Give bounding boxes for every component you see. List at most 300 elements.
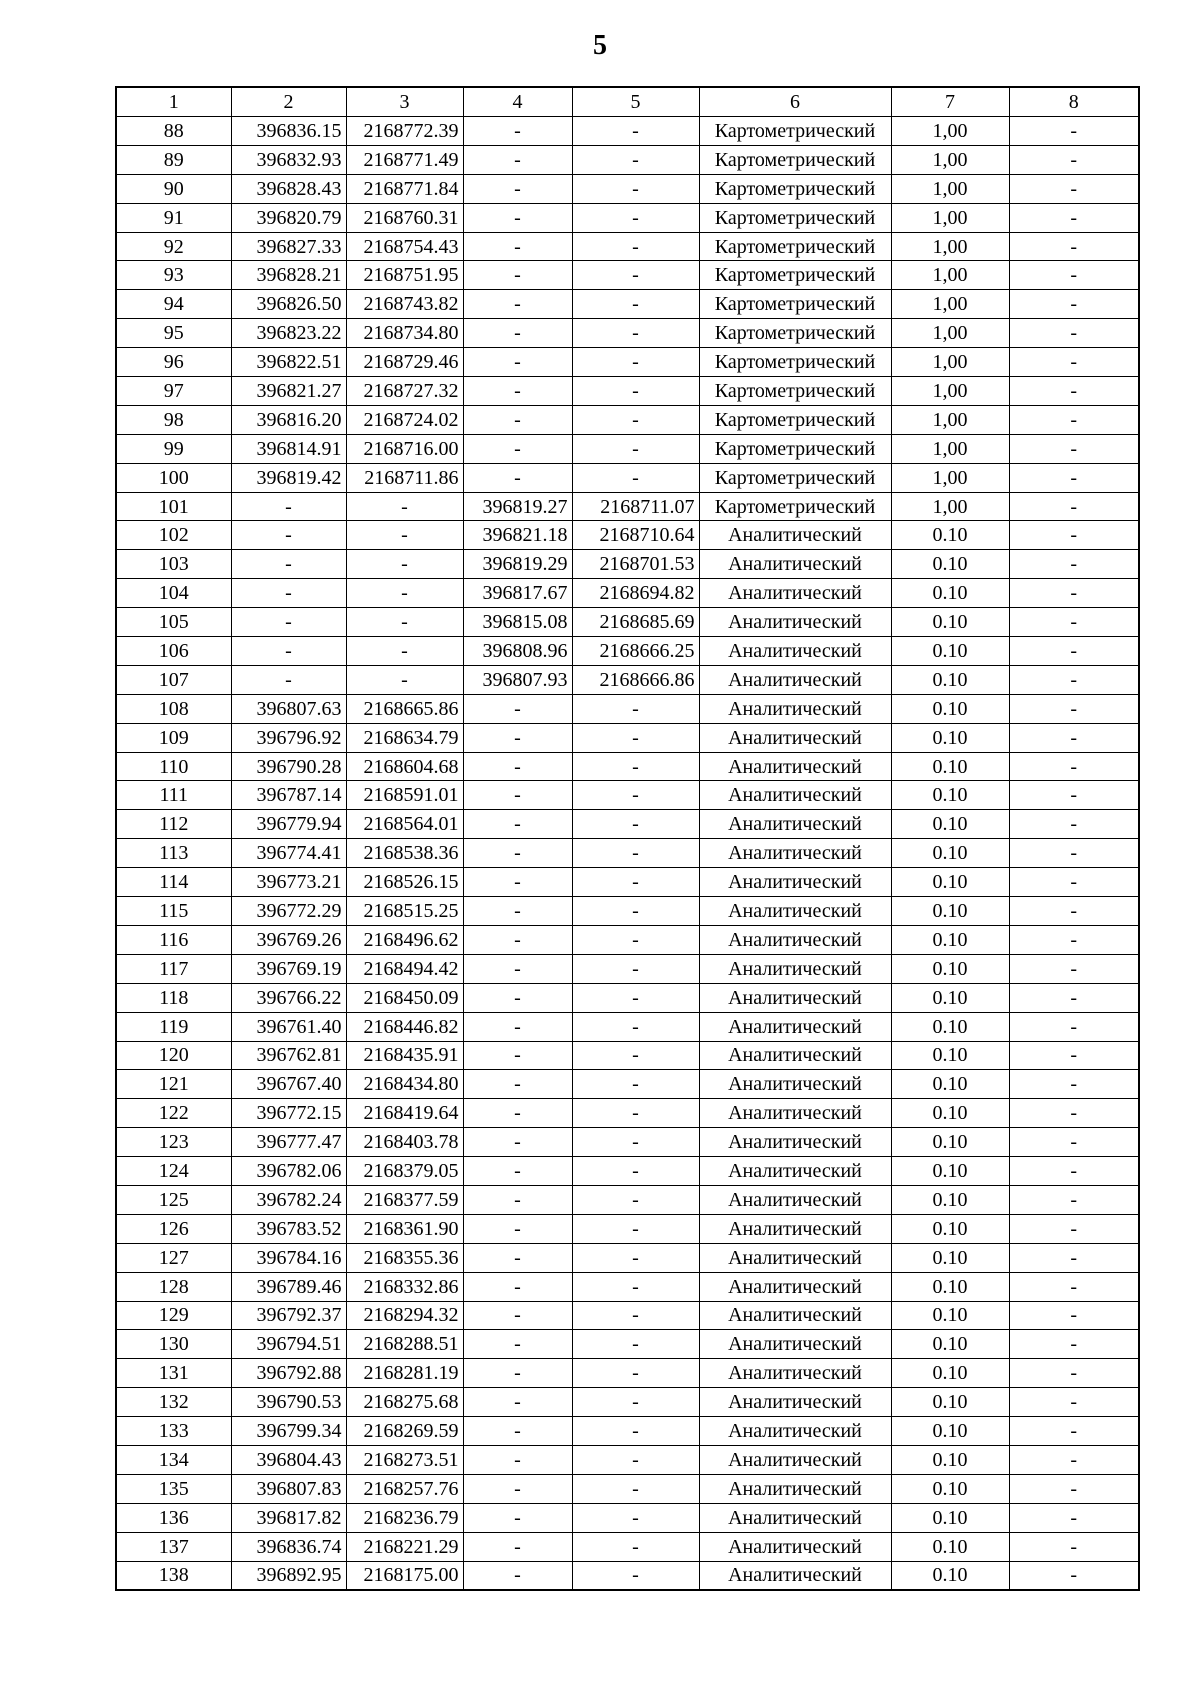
table-cell: - [1009, 405, 1139, 434]
table-row [116, 1301, 1139, 1330]
table-cell: 396784.16 [231, 1243, 346, 1272]
table-cell: Аналитический [699, 897, 891, 926]
table-cell: Картометрический [699, 232, 891, 261]
table-cell: - [1009, 694, 1139, 723]
table-cell: 0.10 [891, 1272, 1009, 1301]
table-cell: - [1009, 608, 1139, 637]
table-cell: - [231, 608, 346, 637]
table-cell: 396769.26 [231, 925, 346, 954]
table-cell: Аналитический [699, 1474, 891, 1503]
table-cell: 2168361.90 [346, 1214, 463, 1243]
table-cell: 123 [116, 1128, 231, 1157]
table-cell: 396832.93 [231, 145, 346, 174]
table-cell: - [463, 117, 572, 146]
table-cell: 0.10 [891, 810, 1009, 839]
table-cell: - [572, 203, 699, 232]
table-cell: 396767.40 [231, 1070, 346, 1099]
table-cell: 396799.34 [231, 1417, 346, 1446]
table-cell: 396836.15 [231, 117, 346, 146]
table-cell: 2168701.53 [572, 550, 699, 579]
table-cell: - [463, 463, 572, 492]
table-cell: 124 [116, 1157, 231, 1186]
table-cell: 396807.83 [231, 1474, 346, 1503]
table-cell: - [572, 377, 699, 406]
table-cell: 132 [116, 1388, 231, 1417]
table-cell: 2168236.79 [346, 1503, 463, 1532]
table-cell: - [463, 1474, 572, 1503]
table-row [116, 1185, 1139, 1214]
table-cell: 120 [116, 1041, 231, 1070]
table-cell: 0.10 [891, 579, 1009, 608]
table-cell: 396787.14 [231, 781, 346, 810]
table-cell: Аналитический [699, 1359, 891, 1388]
table-cell: - [231, 579, 346, 608]
table-row [116, 1243, 1139, 1272]
table-cell: 2168754.43 [346, 232, 463, 261]
table-cell: - [1009, 1012, 1139, 1041]
table-cell: 2168666.25 [572, 637, 699, 666]
table-cell: Аналитический [699, 1561, 891, 1590]
table-cell: Аналитический [699, 1301, 891, 1330]
table-cell: 2168435.91 [346, 1041, 463, 1070]
table-cell: Аналитический [699, 550, 891, 579]
table-cell: 0.10 [891, 1330, 1009, 1359]
table-cell: - [463, 405, 572, 434]
table-header-row [116, 87, 1139, 117]
table-cell: 396821.27 [231, 377, 346, 406]
table-row [116, 521, 1139, 550]
table-cell: 111 [116, 781, 231, 810]
table-row [116, 752, 1139, 781]
table-cell: 1,00 [891, 492, 1009, 521]
table-cell: 396821.18 [463, 521, 572, 550]
table-cell: 0.10 [891, 1474, 1009, 1503]
column-header: 2 [231, 87, 346, 117]
table-cell: 2168450.09 [346, 983, 463, 1012]
table-row [116, 290, 1139, 319]
table-cell: - [231, 637, 346, 666]
table-cell: 0.10 [891, 608, 1009, 637]
table-cell: - [463, 752, 572, 781]
table-cell: Картометрический [699, 434, 891, 463]
table-row [116, 145, 1139, 174]
table-cell: - [1009, 925, 1139, 954]
table-cell: 396790.53 [231, 1388, 346, 1417]
table-cell: 0.10 [891, 1070, 1009, 1099]
table-cell: - [463, 1561, 572, 1590]
table-cell: - [572, 405, 699, 434]
column-header: 1 [116, 87, 231, 117]
table-cell: 129 [116, 1301, 231, 1330]
table-cell: - [1009, 752, 1139, 781]
table-cell: - [463, 203, 572, 232]
table-cell: 0.10 [891, 1359, 1009, 1388]
table-cell: Картометрический [699, 174, 891, 203]
table-cell: 90 [116, 174, 231, 203]
table-cell: - [572, 261, 699, 290]
table-cell: - [1009, 434, 1139, 463]
table-cell: 0.10 [891, 1157, 1009, 1186]
table-cell: - [463, 1532, 572, 1561]
table-cell: 2168377.59 [346, 1185, 463, 1214]
table-cell: 2168275.68 [346, 1388, 463, 1417]
table-cell: 2168496.62 [346, 925, 463, 954]
table-row [116, 319, 1139, 348]
table-cell: - [1009, 377, 1139, 406]
table-cell: 0.10 [891, 868, 1009, 897]
table-cell: 2168665.86 [346, 694, 463, 723]
table-cell: 138 [116, 1561, 231, 1590]
table-cell: 396762.81 [231, 1041, 346, 1070]
table-cell: 396761.40 [231, 1012, 346, 1041]
table-cell: 0.10 [891, 637, 1009, 666]
table-cell: Аналитический [699, 723, 891, 752]
table-cell: - [463, 1330, 572, 1359]
table-cell: 109 [116, 723, 231, 752]
table-cell: - [463, 1243, 572, 1272]
table-cell: 0.10 [891, 1185, 1009, 1214]
table-cell: - [1009, 839, 1139, 868]
table-cell: Аналитический [699, 752, 891, 781]
table-cell: - [346, 550, 463, 579]
table-cell: - [1009, 665, 1139, 694]
table-cell: 1,00 [891, 405, 1009, 434]
table-cell: - [1009, 810, 1139, 839]
table-cell: - [463, 983, 572, 1012]
table-cell: 2168288.51 [346, 1330, 463, 1359]
table-cell: - [463, 1503, 572, 1532]
table-cell: - [572, 810, 699, 839]
table-cell: - [463, 319, 572, 348]
table-row [116, 1214, 1139, 1243]
table-row [116, 1070, 1139, 1099]
table-row [116, 463, 1139, 492]
table-cell: - [1009, 897, 1139, 926]
table-cell: 115 [116, 897, 231, 926]
table-cell: - [231, 665, 346, 694]
table-cell: 0.10 [891, 1243, 1009, 1272]
table-cell: - [346, 492, 463, 521]
table-cell: - [1009, 579, 1139, 608]
table-cell: 104 [116, 579, 231, 608]
table-cell: - [572, 1359, 699, 1388]
table-cell: 396827.33 [231, 232, 346, 261]
table-cell: - [1009, 781, 1139, 810]
table-cell: - [463, 1070, 572, 1099]
table-cell: - [572, 434, 699, 463]
table-cell: 105 [116, 608, 231, 637]
table-cell: - [1009, 290, 1139, 319]
table-cell: 2168724.02 [346, 405, 463, 434]
table-cell: - [463, 1128, 572, 1157]
coordinates-table [115, 86, 1140, 1591]
table-cell: 396773.21 [231, 868, 346, 897]
table-cell: Аналитический [699, 868, 891, 897]
table-cell: - [1009, 261, 1139, 290]
table-cell: 396819.29 [463, 550, 572, 579]
table-cell: - [1009, 232, 1139, 261]
table-cell: - [463, 897, 572, 926]
table-cell: - [572, 925, 699, 954]
table-cell: - [463, 925, 572, 954]
table-cell: - [1009, 492, 1139, 521]
table-cell: - [572, 1532, 699, 1561]
table-cell: - [572, 694, 699, 723]
table-cell: 2168526.15 [346, 868, 463, 897]
table-cell: - [463, 377, 572, 406]
table-cell: 2168419.64 [346, 1099, 463, 1128]
table-cell: - [1009, 868, 1139, 897]
table-cell: 396782.06 [231, 1157, 346, 1186]
table-cell: 0.10 [891, 521, 1009, 550]
table-cell: - [463, 694, 572, 723]
table-cell: 102 [116, 521, 231, 550]
table-row [116, 1157, 1139, 1186]
table-cell: 2168379.05 [346, 1157, 463, 1186]
table-cell: Аналитический [699, 1388, 891, 1417]
table-row [116, 1128, 1139, 1157]
column-header: 3 [346, 87, 463, 117]
table-cell: 2168221.29 [346, 1532, 463, 1561]
table-cell: 396819.27 [463, 492, 572, 521]
table-cell: Аналитический [699, 1272, 891, 1301]
table-cell: - [572, 1330, 699, 1359]
table-cell: Аналитический [699, 1417, 891, 1446]
table-cell: 137 [116, 1532, 231, 1561]
table-cell: 396892.95 [231, 1561, 346, 1590]
table-cell: Аналитический [699, 839, 891, 868]
table-cell: 113 [116, 839, 231, 868]
table-cell: 0.10 [891, 694, 1009, 723]
table-cell: Картометрический [699, 492, 891, 521]
table-cell: - [463, 1388, 572, 1417]
table-cell: - [1009, 637, 1139, 666]
table-cell: - [463, 781, 572, 810]
table-row [116, 637, 1139, 666]
table-cell: 396819.42 [231, 463, 346, 492]
table-cell: 396826.50 [231, 290, 346, 319]
table-cell: - [1009, 954, 1139, 983]
table-cell: Аналитический [699, 1503, 891, 1532]
table-cell: 0.10 [891, 1388, 1009, 1417]
table-cell: - [463, 1041, 572, 1070]
table-cell: - [572, 1474, 699, 1503]
table-cell: 1,00 [891, 232, 1009, 261]
table-cell: 0.10 [891, 781, 1009, 810]
table-cell: 127 [116, 1243, 231, 1272]
page-number: 5 [593, 30, 607, 61]
table-cell: - [463, 810, 572, 839]
table-row [116, 694, 1139, 723]
table-cell: - [463, 868, 572, 897]
table-cell: 130 [116, 1330, 231, 1359]
table-cell: Картометрический [699, 405, 891, 434]
table-cell: - [572, 1561, 699, 1590]
table-cell: - [463, 1214, 572, 1243]
table-cell: 99 [116, 434, 231, 463]
table-cell: 2168751.95 [346, 261, 463, 290]
table-body [116, 117, 1139, 1591]
table-cell: - [463, 174, 572, 203]
column-header: 8 [1009, 87, 1139, 117]
table-cell: 126 [116, 1214, 231, 1243]
table-cell: - [463, 1445, 572, 1474]
table-cell: 396792.88 [231, 1359, 346, 1388]
table-cell: 0.10 [891, 1445, 1009, 1474]
table-cell: 1,00 [891, 174, 1009, 203]
table-cell: Аналитический [699, 1330, 891, 1359]
table-cell: 2168269.59 [346, 1417, 463, 1446]
table-row [116, 203, 1139, 232]
table-cell: - [463, 1185, 572, 1214]
table-cell: 2168666.86 [572, 665, 699, 694]
table-cell: Аналитический [699, 983, 891, 1012]
table-cell: - [572, 1099, 699, 1128]
table-cell: - [572, 319, 699, 348]
table-cell: - [572, 1012, 699, 1041]
table-cell: Аналитический [699, 1532, 891, 1561]
table-cell: 91 [116, 203, 231, 232]
table-cell: - [463, 261, 572, 290]
table-cell: 0.10 [891, 1012, 1009, 1041]
table-row [116, 868, 1139, 897]
table-cell: 2168685.69 [572, 608, 699, 637]
table-cell: - [572, 839, 699, 868]
table-cell: 2168604.68 [346, 752, 463, 781]
table-cell: Аналитический [699, 1041, 891, 1070]
table-cell: 134 [116, 1445, 231, 1474]
table-cell: 396772.15 [231, 1099, 346, 1128]
table-cell: 92 [116, 232, 231, 261]
table-cell: 117 [116, 954, 231, 983]
table-cell: 396772.29 [231, 897, 346, 926]
table-cell: Аналитический [699, 1070, 891, 1099]
table-cell: Аналитический [699, 1185, 891, 1214]
table-cell: - [1009, 1214, 1139, 1243]
table-cell: 396804.43 [231, 1445, 346, 1474]
table-cell: 396792.37 [231, 1301, 346, 1330]
table-cell: - [463, 1417, 572, 1446]
table-cell: - [1009, 145, 1139, 174]
table-cell: - [1009, 174, 1139, 203]
table-cell: - [346, 608, 463, 637]
table-cell: 0.10 [891, 1503, 1009, 1532]
table-cell: 0.10 [891, 550, 1009, 579]
table-cell: 2168355.36 [346, 1243, 463, 1272]
table-cell: 396828.21 [231, 261, 346, 290]
table-cell: - [1009, 1070, 1139, 1099]
table-cell: Картометрический [699, 290, 891, 319]
table-cell: 112 [116, 810, 231, 839]
table-cell: Аналитический [699, 579, 891, 608]
table-cell: Аналитический [699, 665, 891, 694]
table-row [116, 1445, 1139, 1474]
table-cell: 396779.94 [231, 810, 346, 839]
table-cell: - [572, 1388, 699, 1417]
table-cell: - [572, 174, 699, 203]
table-cell: Картометрический [699, 348, 891, 377]
table-cell: Картометрический [699, 117, 891, 146]
table-cell: - [572, 1503, 699, 1532]
table-cell: - [1009, 1417, 1139, 1446]
table-cell: - [1009, 723, 1139, 752]
table-cell: Аналитический [699, 1157, 891, 1186]
table-cell: - [572, 1185, 699, 1214]
table-cell: 396823.22 [231, 319, 346, 348]
table-cell: 0.10 [891, 1532, 1009, 1561]
table-row [116, 1503, 1139, 1532]
table-cell: - [572, 1157, 699, 1186]
table-cell: Картометрический [699, 203, 891, 232]
table-cell: - [1009, 203, 1139, 232]
table-cell: 1,00 [891, 348, 1009, 377]
table-cell: 0.10 [891, 665, 1009, 694]
table-cell: 2168446.82 [346, 1012, 463, 1041]
table-cell: - [1009, 1041, 1139, 1070]
table-cell: 2168729.46 [346, 348, 463, 377]
table-cell: - [1009, 1445, 1139, 1474]
table-cell: - [463, 1157, 572, 1186]
table-cell: 396774.41 [231, 839, 346, 868]
table-cell: 114 [116, 868, 231, 897]
table-cell: 0.10 [891, 1561, 1009, 1590]
table-cell: 88 [116, 117, 231, 146]
table-cell: 97 [116, 377, 231, 406]
table-cell: - [231, 492, 346, 521]
table-row [116, 983, 1139, 1012]
table-cell: 396807.63 [231, 694, 346, 723]
table-cell: 2168710.64 [572, 521, 699, 550]
table-cell: 98 [116, 405, 231, 434]
table-cell: 116 [116, 925, 231, 954]
table-cell: - [572, 1445, 699, 1474]
table-row [116, 377, 1139, 406]
table-cell: 106 [116, 637, 231, 666]
table-row [116, 261, 1139, 290]
table-cell: 396790.28 [231, 752, 346, 781]
table-cell: 121 [116, 1070, 231, 1099]
table-cell: Аналитический [699, 1445, 891, 1474]
table-cell: - [1009, 463, 1139, 492]
table-cell: 93 [116, 261, 231, 290]
table-cell: 396822.51 [231, 348, 346, 377]
table-cell: Аналитический [699, 694, 891, 723]
table-cell: - [463, 434, 572, 463]
table-cell: 396769.19 [231, 954, 346, 983]
table-cell: - [572, 752, 699, 781]
table-cell: 0.10 [891, 1417, 1009, 1446]
table-cell: - [1009, 348, 1139, 377]
table-row [116, 839, 1139, 868]
table-cell: Картометрический [699, 377, 891, 406]
table-row [116, 723, 1139, 752]
table-row [116, 925, 1139, 954]
table-cell: 396794.51 [231, 1330, 346, 1359]
table-cell: Картометрический [699, 463, 891, 492]
table-cell: - [1009, 1185, 1139, 1214]
table-cell: - [1009, 550, 1139, 579]
table-cell: 396782.24 [231, 1185, 346, 1214]
table-cell: Аналитический [699, 1128, 891, 1157]
table-cell: - [572, 781, 699, 810]
table-row [116, 781, 1139, 810]
table-cell: - [572, 1272, 699, 1301]
table-cell: - [463, 290, 572, 319]
table-row [116, 810, 1139, 839]
table-cell: 108 [116, 694, 231, 723]
table-cell: 1,00 [891, 203, 1009, 232]
table-cell: - [463, 145, 572, 174]
